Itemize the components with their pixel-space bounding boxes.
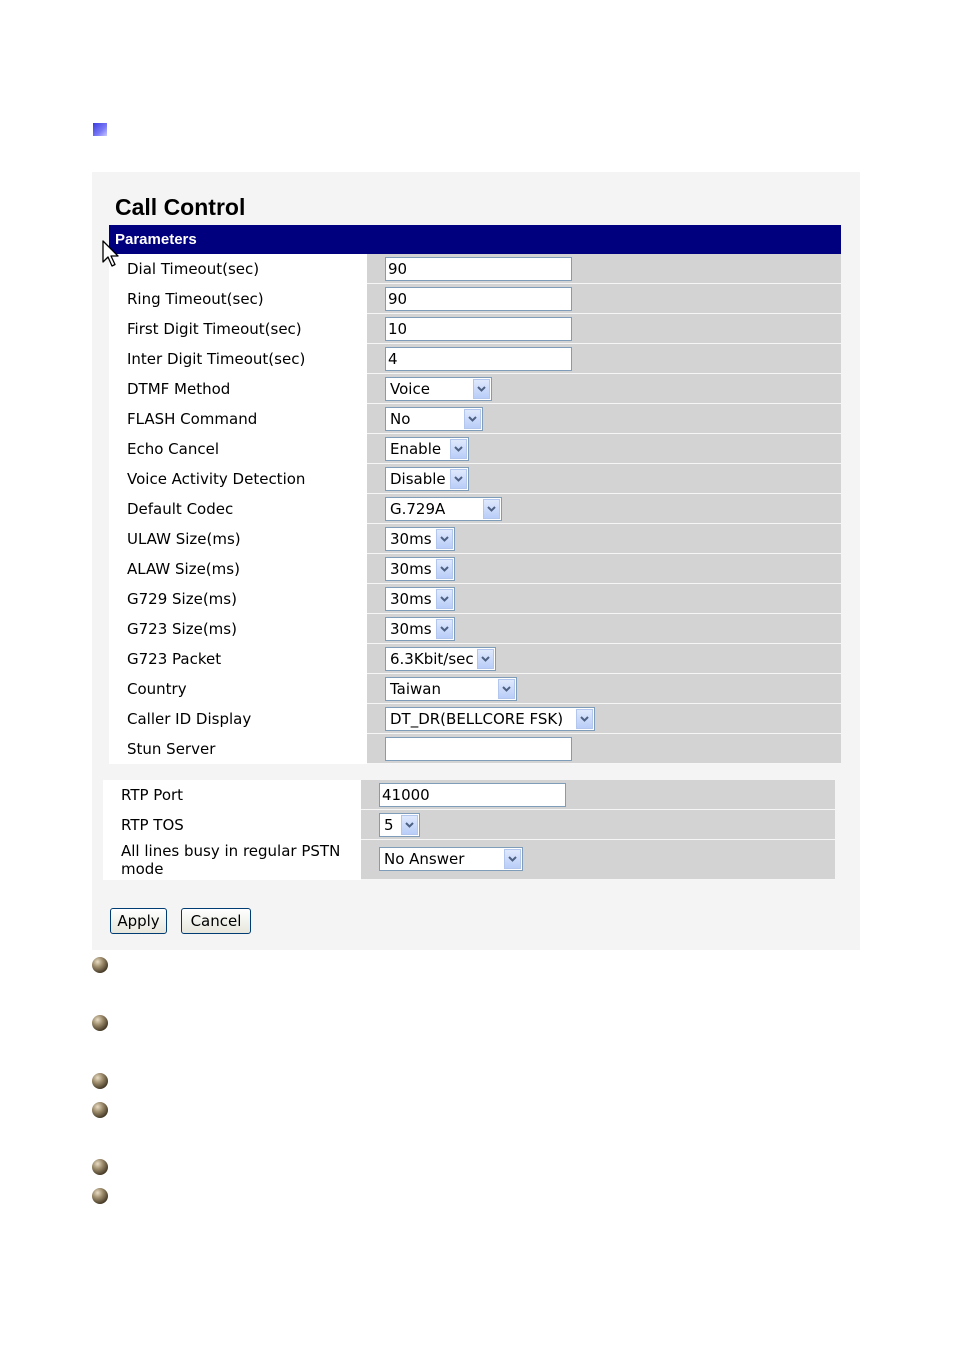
rtp-tos-label: RTP TOS [103, 810, 361, 840]
dial-timeout-input[interactable] [385, 257, 572, 281]
row-dial-timeout [109, 254, 841, 284]
chevron-down-icon[interactable] [464, 409, 481, 429]
chevron-down-icon[interactable] [477, 649, 494, 669]
ulaw-size-select[interactable]: 30ms [385, 527, 455, 551]
row-country [109, 674, 841, 704]
first-digit-timeout-input[interactable] [385, 317, 572, 341]
ring-timeout-input[interactable] [385, 287, 572, 311]
chevron-down-icon[interactable] [576, 709, 593, 729]
row-g723-size [109, 614, 841, 644]
rtp-port-label: RTP Port [103, 780, 361, 810]
chevron-down-icon[interactable] [473, 379, 490, 399]
ball-bullet-icon [92, 1102, 108, 1118]
g729-size-label: G729 Size(ms) [109, 584, 367, 614]
row-rtp-tos [103, 810, 835, 840]
row-echo-cancel [109, 434, 841, 464]
country-select[interactable]: Taiwan [385, 677, 517, 701]
g723-packet-label: G723 Packet [109, 644, 367, 674]
ball-bullet-icon [92, 957, 108, 973]
voice-activity-detection-select[interactable]: Disable [385, 467, 469, 491]
chevron-down-icon[interactable] [504, 849, 521, 869]
chevron-down-icon[interactable] [450, 469, 467, 489]
default-codec-select[interactable]: G.729A [385, 497, 502, 521]
row-rtp-port [103, 780, 835, 810]
g729-size-select[interactable]: 30ms [385, 587, 455, 611]
chevron-down-icon[interactable] [436, 619, 453, 639]
chevron-down-icon[interactable] [436, 529, 453, 549]
ulaw-size-label: ULAW Size(ms) [109, 524, 367, 554]
chevron-down-icon[interactable] [450, 439, 467, 459]
ball-bullet-icon [92, 1159, 108, 1175]
rtp-tos-select[interactable]: 5 [379, 813, 420, 837]
alaw-size-select[interactable]: 30ms [385, 557, 455, 581]
row-g729-size [109, 584, 841, 614]
alaw-size-label: ALAW Size(ms) [109, 554, 367, 584]
square-bullet-icon [93, 123, 107, 136]
row-flash-command [109, 404, 841, 434]
default-codec-label: Default Codec [109, 494, 367, 524]
stun-server-input[interactable] [385, 737, 572, 761]
row-caller-id-display [109, 704, 841, 734]
flash-command-label: FLASH Command [109, 404, 367, 434]
row-dtmf-method [109, 374, 841, 404]
row-g723-packet [109, 644, 841, 674]
flash-command-select[interactable]: No [385, 407, 483, 431]
page-title: Call Control [115, 194, 246, 220]
stun-server-label: Stun Server [109, 734, 367, 764]
g723-size-label: G723 Size(ms) [109, 614, 367, 644]
ring-timeout-label: Ring Timeout(sec) [109, 284, 367, 314]
caller-id-display-select[interactable]: DT_DR(BELLCORE FSK) [385, 707, 595, 731]
chevron-down-icon[interactable] [436, 559, 453, 579]
echo-cancel-select[interactable]: Enable [385, 437, 469, 461]
ball-bullet-icon [92, 1073, 108, 1089]
apply-button[interactable]: Apply [110, 908, 167, 934]
inter-digit-timeout-label: Inter Digit Timeout(sec) [109, 344, 367, 374]
row-inter-digit-timeout [109, 344, 841, 374]
all-lines-busy-select[interactable]: No Answer [379, 847, 523, 871]
row-ulaw-size [109, 524, 841, 554]
mouse-cursor-icon [101, 240, 121, 268]
chevron-down-icon[interactable] [498, 679, 515, 699]
chevron-down-icon[interactable] [401, 815, 418, 835]
row-alaw-size [109, 554, 841, 584]
row-all-lines-busy [103, 840, 835, 880]
dial-timeout-label: Dial Timeout(sec) [109, 254, 367, 284]
dtmf-method-label: DTMF Method [109, 374, 367, 404]
chevron-down-icon[interactable] [483, 499, 500, 519]
ball-bullet-icon [92, 1015, 108, 1031]
g723-size-select[interactable]: 30ms [385, 617, 455, 641]
dtmf-method-select[interactable]: Voice [385, 377, 492, 401]
row-voice-activity-detection [109, 464, 841, 494]
inter-digit-timeout-input[interactable] [385, 347, 572, 371]
chevron-down-icon[interactable] [436, 589, 453, 609]
cancel-button[interactable]: Cancel [181, 908, 251, 934]
voice-activity-detection-label: Voice Activity Detection [109, 464, 367, 494]
echo-cancel-label: Echo Cancel [109, 434, 367, 464]
rtp-port-input[interactable] [379, 783, 566, 807]
country-label: Country [109, 674, 367, 704]
row-ring-timeout [109, 284, 841, 314]
row-default-codec [109, 494, 841, 524]
ball-bullet-icon [92, 1188, 108, 1204]
all-lines-busy-label: All lines busy in regular PSTN mode [103, 840, 361, 880]
row-first-digit-timeout [109, 314, 841, 344]
first-digit-timeout-label: First Digit Timeout(sec) [109, 314, 367, 344]
caller-id-display-label: Caller ID Display [109, 704, 367, 734]
g723-packet-select[interactable]: 6.3Kbit/sec [385, 647, 496, 671]
parameters-header: Parameters [109, 225, 841, 254]
row-stun-server [109, 734, 841, 764]
